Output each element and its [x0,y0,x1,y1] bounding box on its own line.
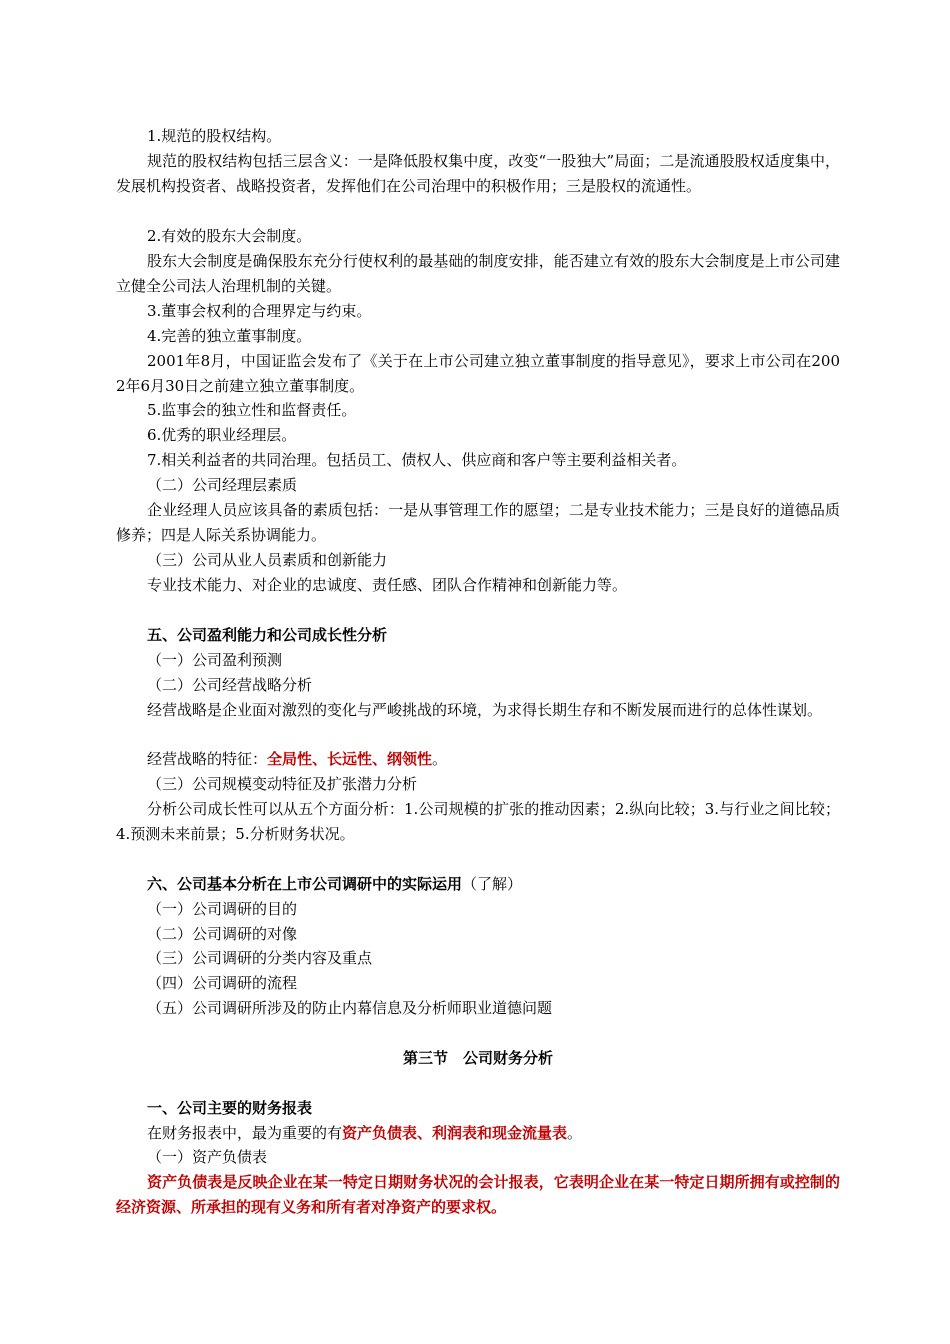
item-heading: 7.相关利益者的共同治理。包括员工、债权人、供应商和客户等主要利益相关者。 [147,451,687,469]
text: 经营战略的特征： [147,750,268,768]
list-item: （三）公司调研的分类内容及重点 [147,949,373,967]
heading-note: （了解） [462,875,523,893]
item-heading: 1.规范的股权结构。 [147,127,282,145]
paragraph: 企业经理人员应该具备的素质包括：一是从事管理工作的愿望；二是专业技术能力；三是良好的道德品质修养；四是人际关系协调能力。 [116,501,840,544]
paragraph [116,1121,871,1146]
subsection-heading: （三）公司从业人员素质和创新能力 [147,551,388,569]
paragraph: 2001年8月，中国证监会发布了《关于在上市公司建立独立董事制度的指导意见》，要求上市公司在2002年6月30日之前建立独立董事制度。 [116,352,840,395]
chapter-title: 第三节 公司财务分析 [402,1049,553,1067]
emphasis-text: 全局性、长远性、纲领性 [267,750,433,768]
subsection-heading: （一）资产负债表 [147,1148,268,1166]
section-heading: 五、公司盈利能力和公司成长性分析 [147,626,388,644]
heading-text: 六、公司基本分析在上市公司调研中的实际运用 [147,875,463,893]
definition-paragraph: 资产负债表是反映企业在某一特定日期财务状况的会计报表，它表明企业在某一特定日期所拥有或控制的经济资源、所承担的现有义务和所有者对净资产的要求权。 [116,1173,840,1216]
paragraph [116,747,871,772]
paragraph: 经营战略是企业面对激烈的变化与严峻挑战的环境，为求得长期生存和不断发展而进行的总体性谋划。 [147,701,823,719]
text: 在财务报表中，最为重要的有 [147,1124,343,1142]
subsection-heading: （一）公司盈利预测 [147,651,283,669]
emphasis-text: 资产负债表、利润表和现金流量表 [342,1124,568,1142]
item-heading: 4.完善的独立董事制度。 [147,327,312,345]
subsection-heading: （二）公司经营战略分析 [147,676,313,694]
paragraph: 分析公司成长性可以从五个方面分析：1.公司规模的扩张的推动因素；2.纵向比较；3.与行业之间比较；4.预测未来前景；5.分析财务状况。 [116,800,840,843]
text: 。 [432,750,448,768]
item-heading: 6.优秀的职业经理层。 [147,426,297,444]
list-item: （一）公司调研的目的 [147,900,298,918]
section-heading [116,872,871,897]
item-heading: 5.监事会的独立性和监督责任。 [147,401,357,419]
subsection-heading: （三）公司规模变动特征及扩张潜力分析 [147,775,418,793]
list-item: （四）公司调研的流程 [147,974,298,992]
paragraph: 规范的股权结构包括三层含义：一是降低股权集中度，改变“一股独大”局面；二是流通股股权适度集中，发展机构投资者、战略投资者，发挥他们在公司治理中的积极作用；三是股权的流通性。 [116,152,840,195]
text: 。 [567,1124,583,1142]
list-item: （五）公司调研所涉及的防止内幕信息及分析师职业道德问题 [147,999,553,1017]
paragraph: 股东大会制度是确保股东充分行使权利的最基础的制度安排，能否建立有效的股东大会制度是上市公司建立健全公司法人治理机制的关键。 [116,252,840,295]
section-heading: 一、公司主要的财务报表 [147,1099,313,1117]
item-heading: 3.董事会权利的合理界定与约束。 [147,302,372,320]
list-item: （二）公司调研的对像 [147,925,298,943]
item-heading: 2.有效的股东大会制度。 [147,227,312,245]
paragraph: 专业技术能力、对企业的忠诚度、责任感、团队合作精神和创新能力等。 [147,576,628,594]
subsection-heading: （二）公司经理层素质 [147,476,298,494]
